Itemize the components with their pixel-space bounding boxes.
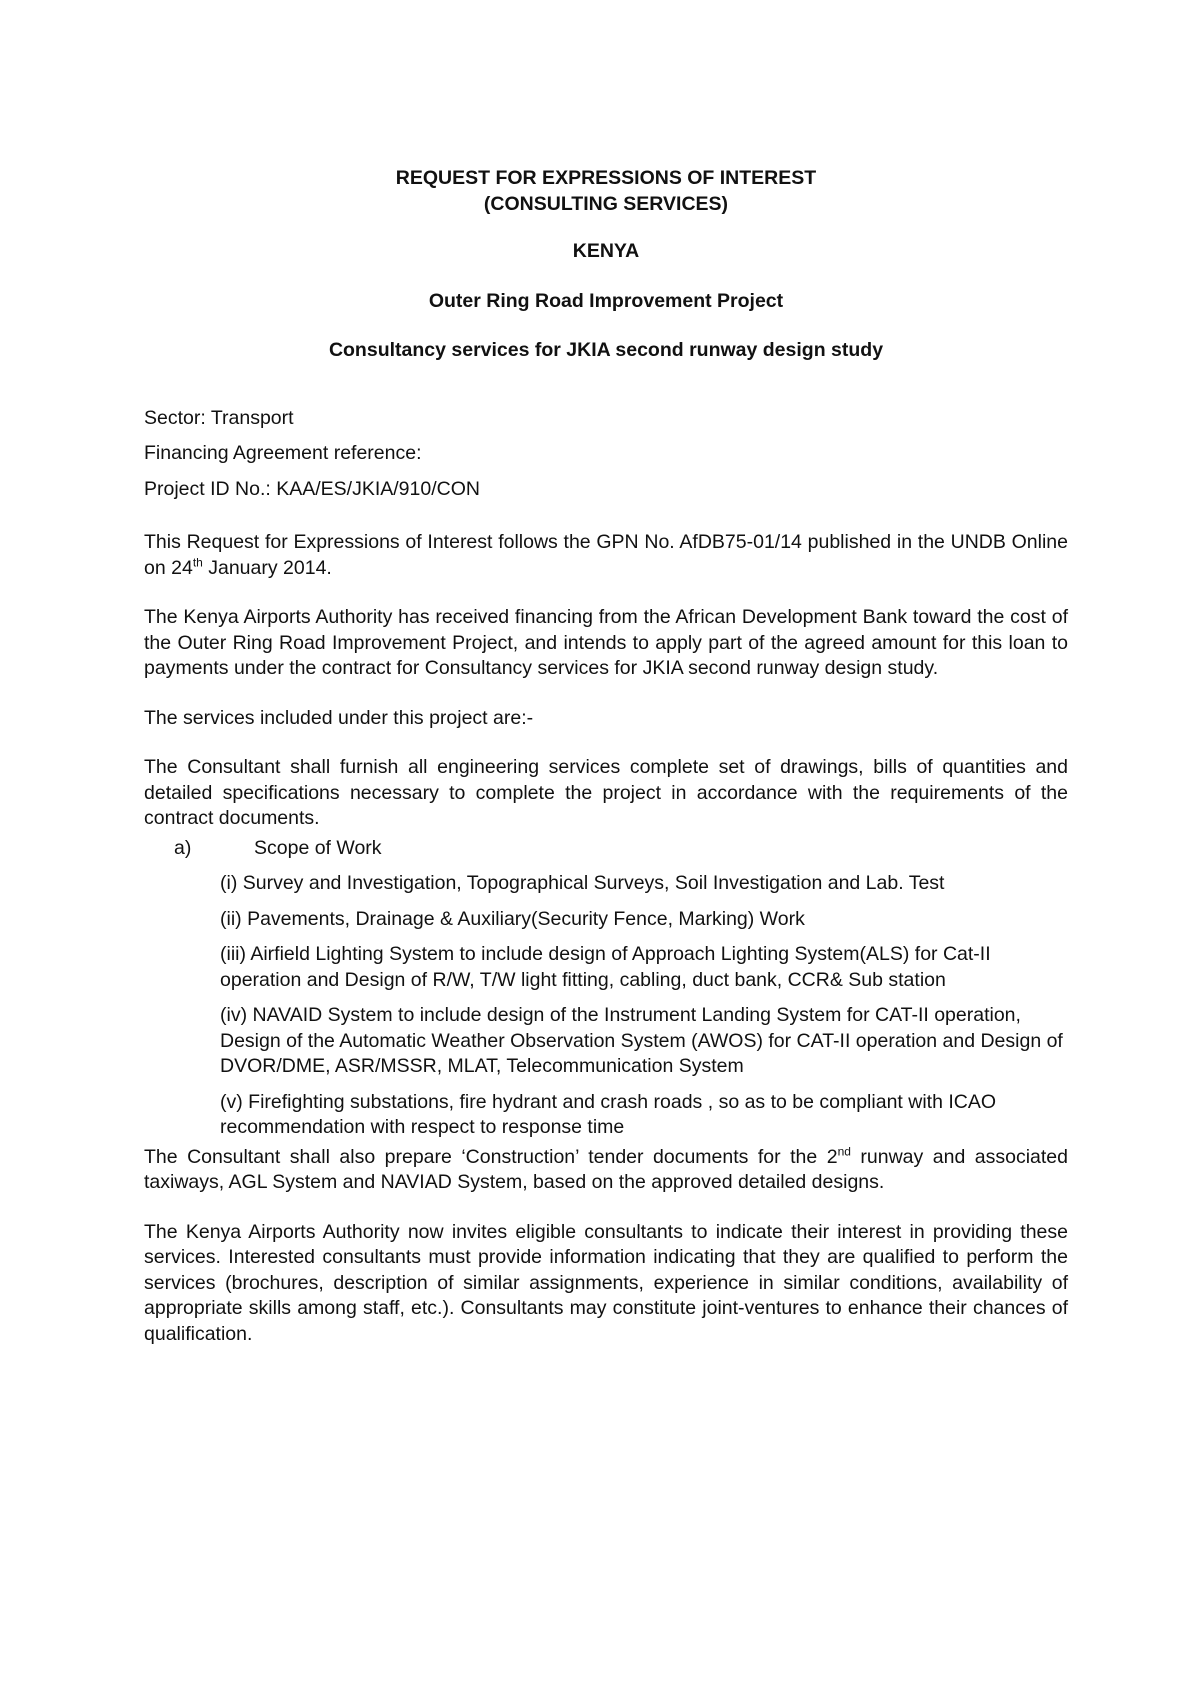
sector-line: Sector: Transport [144,406,294,429]
scope-item: (i) Survey and Investigation, Topographical Surveys, Soil Investigation and Lab. Test [220,872,945,894]
document-page [144,166,1068,1347]
scope-item: (iii) Airfield Lighting System to include design of Approach Lighting System(ALS) for Cat-II operation and Design of R/W, T/W light fitting, cabling, duct bank, CCR& Sub station [220,943,991,991]
services-intro: The services included under this project are:- [144,706,534,729]
assignment-heading: Consultancy services for JKIA second runway design study [328,339,884,361]
scope-item: (v) Firefighting substations, fire hydrant and crash roads , so as to be compliant with ICAO recommendation with respect to response time [220,1090,997,1138]
gpn-date-suffix: th [192,555,203,569]
scope-item: (iv) NAVAID System to include design of the Instrument Landing System for CAT-II operation, Design of the Automatic Weather Observation System (AWOS) for CAT-II operation and Design of DVOR/DME, ASR/MSSR, MLAT, Telecommunication System [220,1004,1063,1077]
scope-heading [144,836,1068,862]
tender-paragraph [144,1145,1068,1196]
project-heading: Outer Ring Road Improvement Project [428,289,784,312]
scope-marker: a) [174,836,192,859]
gpn-paragraph [144,530,1068,581]
financing-paragraph: The Kenya Airports Authority has received financing from the African Development Bank toward the cost of the Outer Ring Road Improvement Project, and intends to apply part of the agreed amount for this loan to payments under the contract for Consultancy services for JKIA second runway design study. [144,606,1068,679]
consultant-paragraph: The Consultant shall furnish all engineering services complete set of drawings, bills of quantities and detailed specifications necessary to complete the project in accordance with the requirements of the contract documents. [144,756,1068,829]
invitation-paragraph: The Kenya Airports Authority now invites eligible consultants to indicate their interest in providing these services. Interested consultants must provide information indicating that they are qualified to perform the services (brochures, description of similar assignments, experience in similar conditions, availability of appropriate skills among staff, etc.). Consultants may constitute joint-ventures to enhance their chances of qualification. [144,1220,1068,1345]
project-id-line: Project ID No.: KAA/ES/JKIA/910/CON [144,477,480,500]
scope-item: (ii) Pavements, Drainage & Auxiliary(Security Fence, Marking) Work [220,907,805,930]
country-heading: KENYA [572,240,640,262]
document-subtitle: (CONSULTING SERVICES) [483,192,729,215]
gpn-text-end: January 2014. [202,556,332,579]
tender-ordinal-suffix: nd [837,1144,851,1158]
financing-reference-line: Financing Agreement reference: [144,442,422,464]
document-title: REQUEST FOR EXPRESSIONS OF INTEREST [395,167,817,189]
tender-text: The Consultant shall also prepare ‘Construction’ tender documents for the 2 [144,1145,838,1168]
gpn-text: This Request for Expressions of Interest follows the GPN No. AfDB75-01/14 published in the UNDB Online on 24 [144,531,1068,579]
scope-heading-text: Scope of Work [254,836,382,859]
tender-text-end: runway and associated taxiways, AGL System and NAVIAD System, based on the approved detailed designs. [144,1145,1068,1193]
